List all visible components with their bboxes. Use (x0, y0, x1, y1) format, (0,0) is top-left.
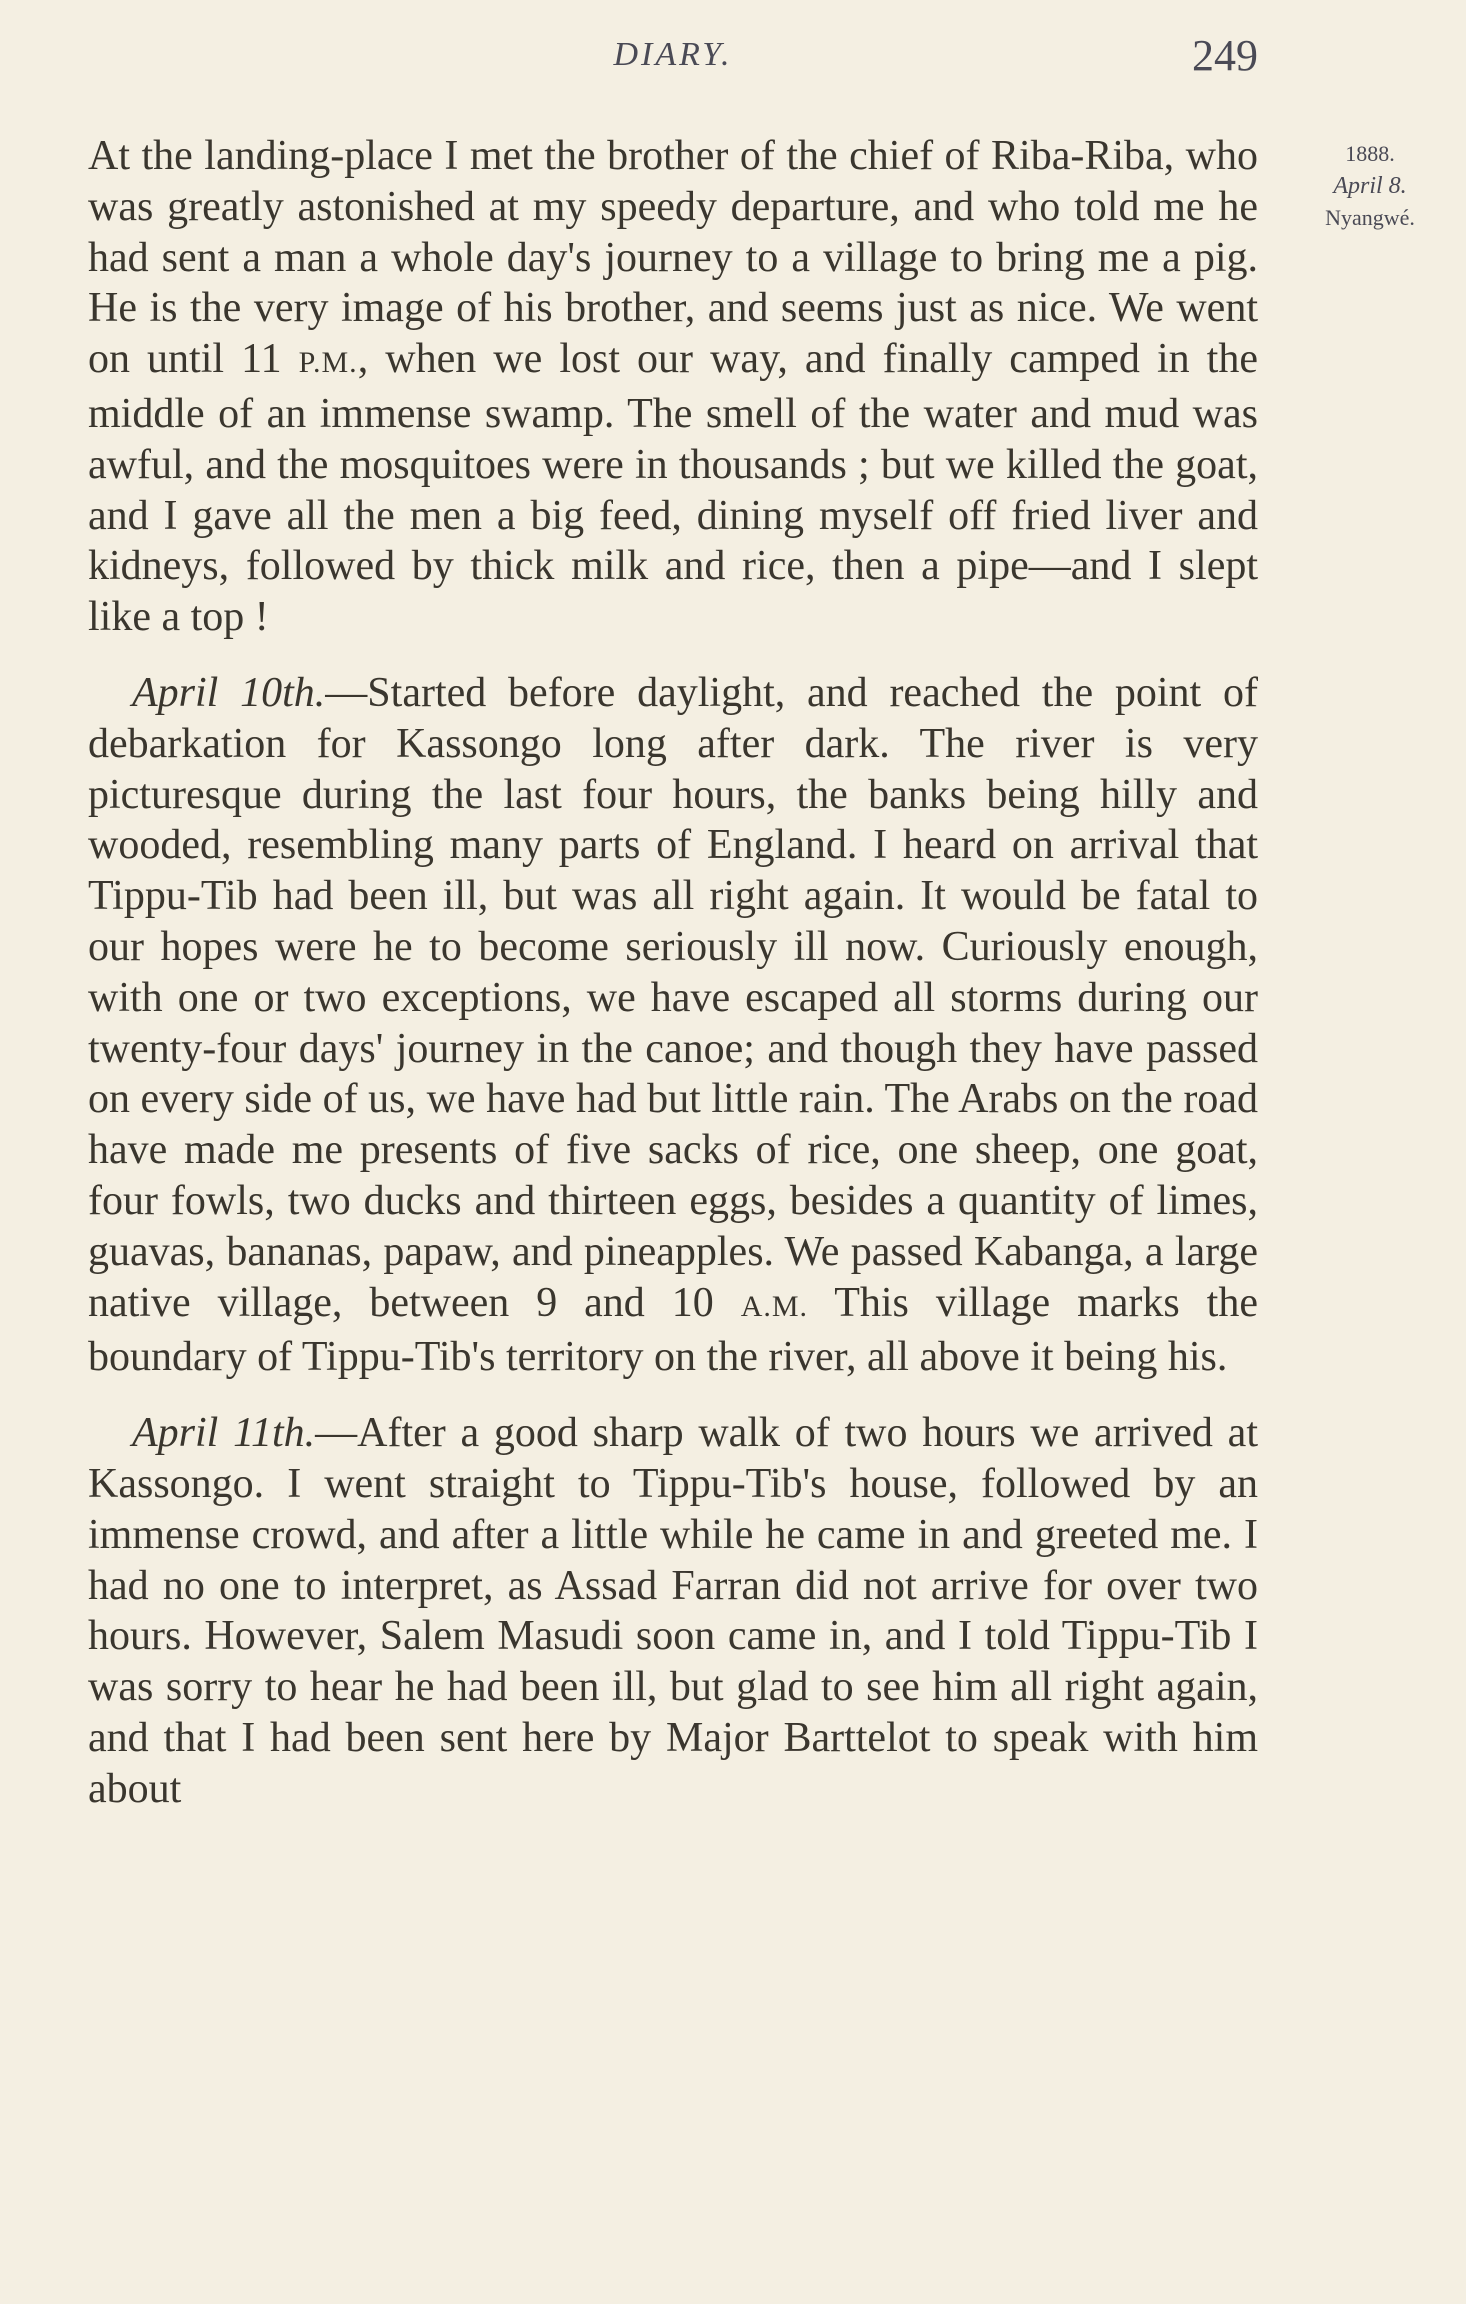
time-abbreviation: P.M. (298, 346, 358, 380)
margin-note-year: 1888. (1345, 141, 1395, 166)
margin-note-date: April 8. (1333, 173, 1407, 199)
running-head: DIARY. (613, 36, 733, 73)
entry-date-label: April 10th. (132, 669, 326, 716)
paragraph-april-11 (88, 1408, 1258, 1814)
entry-date-label: April 11th. (132, 1410, 316, 1457)
margin-note-place: Nyangwé. (1325, 205, 1415, 230)
time-abbreviation: A.M. (740, 1289, 809, 1323)
page-number: 249 (1192, 31, 1258, 80)
paragraph-text: —After a good sharp walk of two hours we arrived at Kassongo. I went straight to Tippu-Tib's house, followed by an immense crowd, and after a little while he came in and greeted me. I had no one to interpret, as Assad Farran did not arrive for over two hours. However, Salem Masudi soon came in, and I told Tippu-Tib I was sorry to hear he had been ill, but glad to see him all right again, and that I had been sent here by Major Barttelot to speak with him about (88, 1410, 1258, 1812)
paragraph-text: This village marks the boundary of Tippu-Tib's territory on the river, all above it being his. (88, 1279, 1258, 1381)
paragraph-april-10 (88, 668, 1258, 1383)
paragraph-text: —Started before daylight, and reached the point of debarkation for Kassongo long after dark. The river is very picturesque during the last four hours, the banks being hilly and wooded, resembling many parts of England. I heard on arrival that Tippu-Tib had been ill, but was all right again. It would be fatal to our hopes were he to become seriously ill now. Curiously enough, with one or two exceptions, we have escaped all storms during our twenty-four days' journey in the canoe; and though they have passed on every side of us, we have had but little rain. The Arabs on the road have made me presents of five sacks of rice, one sheep, one goat, four fowls, two ducks and thirteen eggs, besides a quantity of limes, guavas, bananas, papaw, and pineapples. We passed Kabanga, a large native village, between 9 and 10 (88, 669, 1258, 1326)
paragraph-text: , when we lost our way, and finally camped in the middle of an immense swamp. The smell of the water and mud was awful, and the mosquitoes were in thousands ; but we killed the goat, and I gave all the men a big feed, dining myself off fried liver and kidneys, followed by thick milk and rice, then a pipe—and I slept like a top ! (88, 336, 1258, 641)
paragraph-landing-place (88, 131, 1258, 643)
paragraph-text: At the landing-place I met the brother of the chief of Riba-Riba, who was greatly astonished at my speedy departure, and who told me he had sent a man a whole day's journey to a village to bring me a pig. He is the very image of his brother, and seems just as nice. We went on until 11 (88, 133, 1258, 383)
page-header (88, 30, 1258, 90)
margin-note (1285, 138, 1455, 234)
body-text (88, 131, 1258, 1840)
